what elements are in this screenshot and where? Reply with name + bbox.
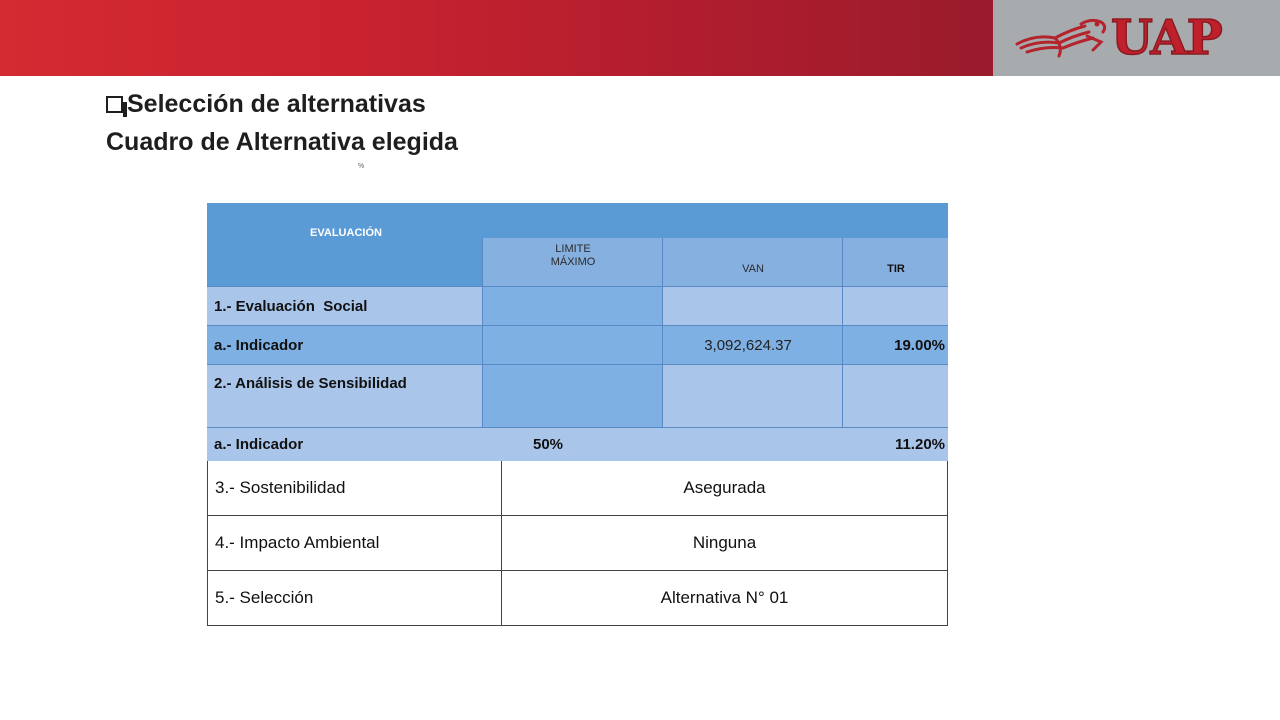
checkbox-icon: [106, 96, 123, 113]
row-impacto-ambiental-value: Ninguna: [501, 516, 948, 570]
row4-limite-value: 50%: [533, 436, 564, 453]
col-tir-label: TIR: [887, 263, 905, 275]
row1-limite: [482, 286, 662, 325]
col-limite-line2: MÁXIMO: [550, 256, 596, 268]
section-title: [106, 86, 426, 122]
row-impacto-ambiental-label: 4.- Impacto Ambiental: [215, 533, 380, 552]
row2-limite: [482, 325, 662, 364]
row-analisis-sensibilidad-label: 2.- Análisis de Sensibilidad: [207, 364, 482, 427]
row-evaluacion-social-label: 1.- Evaluación Social: [207, 286, 482, 325]
condor-logo-icon: [1015, 16, 1111, 60]
evaluacion-label: EVALUACIÓN: [310, 227, 382, 239]
row3-van: [662, 364, 842, 427]
col-header-limite: [482, 238, 662, 286]
col-header-van: [662, 238, 842, 286]
row-seleccion: [207, 571, 948, 626]
col-limite-line1: LIMITE: [555, 243, 591, 255]
row-indicador-1-label: a.- Indicador: [207, 325, 482, 364]
evaluacion-header: [207, 238, 482, 286]
uap-logo-text: UAP: [1111, 10, 1222, 66]
row3-limite: [482, 364, 662, 427]
row2-tir-value: 19.00%: [894, 337, 945, 354]
row4-label: a.- Indicador: [214, 436, 304, 453]
row-sostenibilidad: [207, 461, 948, 516]
row4-tir-value: 11.20%: [894, 436, 945, 453]
row-seleccion-label: 5.- Selección: [215, 588, 314, 607]
col-van-label: VAN: [742, 263, 764, 275]
row2-van: [662, 325, 842, 364]
row1-tir: [842, 286, 948, 325]
row1-van: [662, 286, 842, 325]
section-title-text: Selección de alternativas: [127, 90, 426, 118]
row-sostenibilidad-label: 3.- Sostenibilidad: [215, 478, 346, 497]
row-indicador-2: [207, 427, 948, 461]
row3-tir: [842, 364, 948, 427]
row2-van-value: 3,092,624.37: [704, 337, 792, 354]
col-header-tir: [842, 238, 948, 286]
row-sostenibilidad-value: Asegurada: [501, 461, 948, 515]
row-impacto-ambiental: [207, 516, 948, 571]
row2-tir: [842, 325, 948, 364]
row-seleccion-value: Alternativa N° 01: [501, 571, 948, 625]
uap-logo: [993, 0, 1280, 76]
tiny-mark: %: [358, 163, 365, 170]
subtitle: Cuadro de Alternativa elegida: [106, 128, 458, 156]
header-banner: [0, 0, 993, 76]
